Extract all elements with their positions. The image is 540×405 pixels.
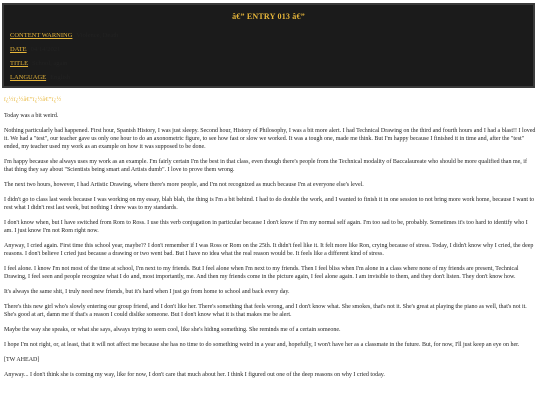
meta-key-content-warning[interactable]: CONTENT WARNING [10, 32, 73, 39]
meta-row-title [10, 60, 67, 68]
paragraph: There's this new girl who's slowly entering our group friend, and I don't like her. There's something that feels wrong, and I don't know what. She smokes, that's not it. She's great at playing the piano as well, that's not it. She's good at art, damn me if that's a reason I could dislike someone. But I don't know what it is that makes me be alert. [4, 304, 527, 318]
entry-title: â€” ENTRY 013 â€” [232, 12, 305, 21]
meta-value-title: School, again [32, 60, 68, 67]
paragraph: Anyway... I don't think she is coming my way, like for now, I don't care that much about her. I think I figured out one of the deep reasons on why I cried today. [4, 372, 385, 378]
paragraph: I didn't go to class last week because I was working on my essay, blah blah, the thing is I'm a bit behind. I had to do double the work, and I wanted to finish it in one session to not bring more work home, because I want to rest what I didn't rest last week, but nothing I drew was to my standards. [4, 197, 535, 211]
paragraph: I hope I'm not right, or, at least, that it will not affect me because she has no time to do something weird in a year and, hopefully, I won't have her as a classmate in the future. But, for now, I'll just keep an eye on her. [4, 342, 520, 348]
entry-header [2, 3, 535, 88]
meta-value-content-warning: Violence, Death [76, 32, 119, 39]
paragraph: The next two hours, however, I had Artistic Drawing, where there's more people, and I'm not recognized as much because I'm at everyone else's level. [4, 182, 364, 188]
meta-row-date [10, 46, 60, 54]
trigger-warning-marker: [TW AHEAD] [4, 357, 40, 363]
paragraph: I feel alone. I know I'm not most of the time at school, I'm next to my friends. But I feel alone when I'm next to my friends. Then I feel bliss when I'm alone in a class where none of my friends are present, Technical Drawing, I feel seen and people recognize what I do and, most importantly, me. And then my friends come in the picture again, I feel alone again. I am invisible to them, and they don't listen. They don't know how. [4, 266, 519, 280]
meta-key-language[interactable]: LANGUAGE [10, 74, 47, 81]
paragraph: It's always the same shit, I truly need new friends, but it's hard when I just go from home to school and back every day. [4, 289, 290, 295]
paragraph: Anyway, I cried again. First time this school year, maybe?? I don't remember if I was Ross or Rom on the 25th. It didn't feel like it. It felt more like Ron, crying because of stress. Today, I didn't know why I cried, the deep reasons. I don't believe I cried just because a drawing or two went bad. But I have no idea what the real reason would be. It feels like a different kind of stress. [4, 243, 534, 257]
paragraph: I don't know when, but I have switched from Rom to Ross. I use this verb conjugation in particular because I don't know if I'm my normal self again. I'm too sad to be, probably. Sometimes it's too hard to identify who I am. I just know I'm not Rom right now. [4, 220, 528, 234]
meta-key-date[interactable]: DATE [10, 46, 27, 53]
meta-value-date: 04/14/2021 [30, 46, 61, 53]
meta-row-language [10, 74, 70, 82]
paragraph: I'm happy because she always uses my work as an example. I'm fairly certain I'm the best in that class, even though there's people from the Technical modality of Baccalaureate who should be more qualified than me, if that thing they say about "Scientists being smart and Artists dumb". I love to prove them wrong. [4, 159, 527, 173]
meta-value-language: English [50, 74, 70, 81]
paragraph: Nothing particularly bad happened. First hour, Spanish History, I was just sleepy. Second hour, History of Philosophy, I was a bit more alert. I had Technical Drawing on the third and fourth hours and I had a blast!! I loved it. We had a "test", our teacher gave us only one hour to do an axonometric figure, to see how fast or slow we worked. It was a tough one, made me think. But I'm happy because I finished it in time and, after the "test" ended, my teacher used my work as an example on how it was supposed to be done. [4, 128, 536, 150]
meta-row-content-warning [10, 32, 118, 40]
meta-key-title[interactable]: TITLE [10, 60, 29, 67]
paragraph: Maybe the way she speaks, or what she says, always trying to seem cool, like she's hiding something. She reminds me of a certain someone. [4, 327, 341, 333]
paragraph: Today was a bit weird. [4, 113, 59, 119]
garbled-heading: ï¿½ï¿½â€”ï¿½â€”ï¿½ [4, 97, 62, 103]
entry-body [4, 112, 536, 386]
